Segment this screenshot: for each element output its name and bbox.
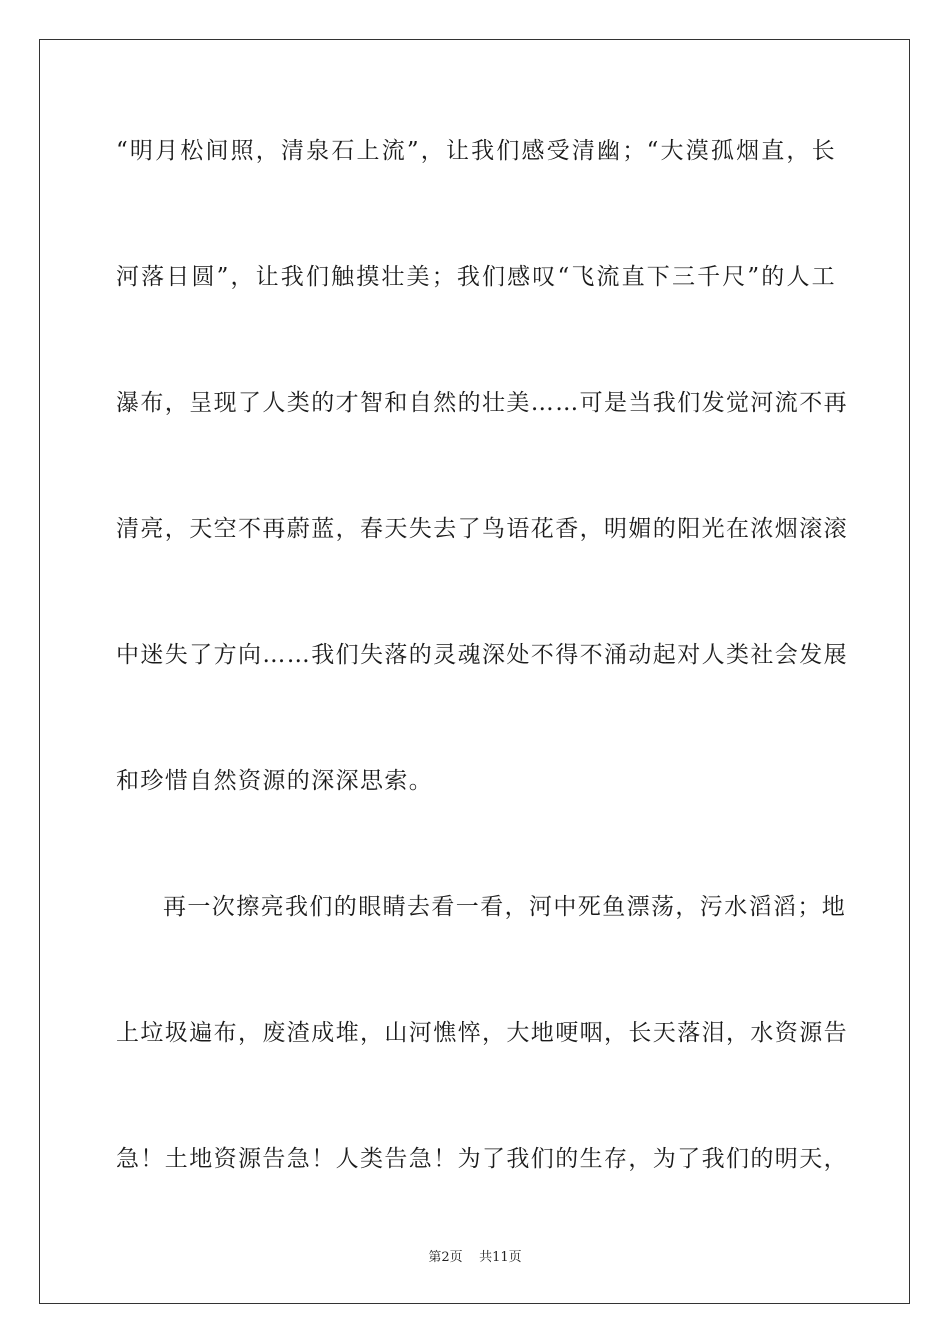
text-line: 河落日圆”，让我们触摸壮美；我们感叹“飞流直下三千尺”的人工 (116, 264, 836, 290)
text-line: 和珍惜自然资源的深深思索。 (116, 768, 434, 794)
text-line: 再一次擦亮我们的眼睛去看一看，河中死鱼漂荡，污水滔滔；地 (163, 894, 847, 920)
text-line: 瀑布，呈现了人类的才智和自然的壮美……可是当我们发觉河流不再 (116, 390, 848, 416)
text-line: “明月松间照，清泉石上流”，让我们感受清幽；“大漠孤烟直，长 (116, 138, 836, 164)
text-line: 清亮，天空不再蔚蓝，春天失去了鸟语花香，明媚的阳光在浓烟滚滚 (116, 516, 848, 542)
page-number-footer: 第2页 共11页 (428, 1250, 522, 1265)
document-body (116, 126, 848, 1260)
text-line: 中迷失了方向……我们失落的灵魂深处不得不涌动起对人类社会发展 (116, 642, 848, 668)
text-line: 急！土地资源告急！人类告急！为了我们的生存，为了我们的明天， (116, 1146, 848, 1172)
text-line: 上垃圾遍布，废渣成堆，山河憔悴，大地哽咽，长天落泪，水资源告 (116, 1020, 848, 1046)
